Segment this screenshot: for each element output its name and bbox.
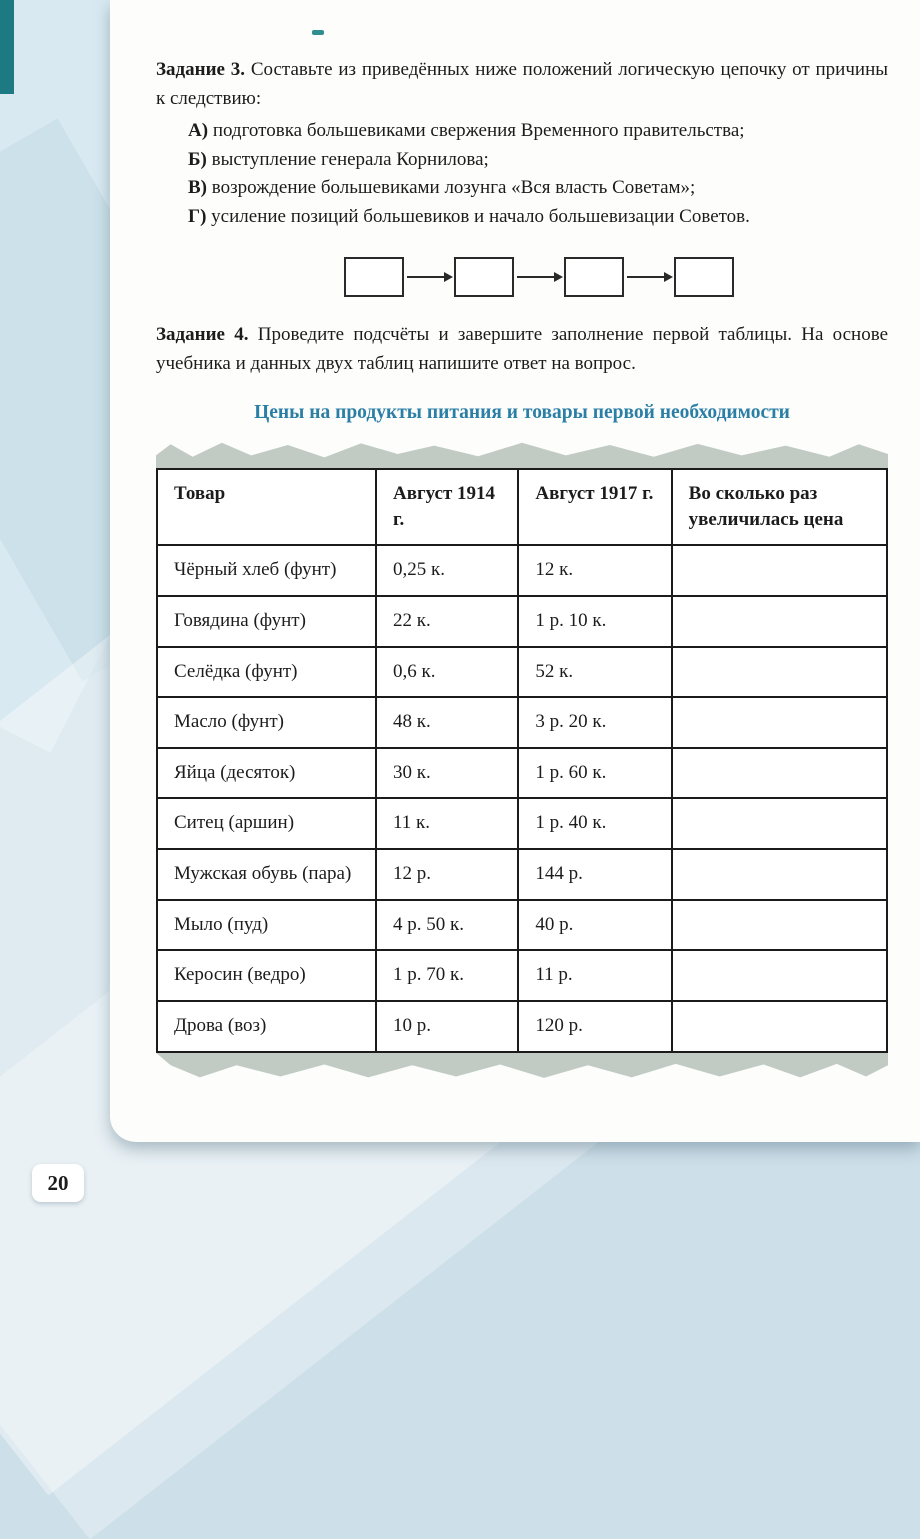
table-row xyxy=(157,798,887,849)
price-cell: 12 к. xyxy=(518,545,671,596)
task3-text: Составьте из приведённых ниже положений логическую цепочку от причины к следствию: xyxy=(156,59,889,109)
product-cell: Ситец (аршин) xyxy=(157,798,376,849)
item-letter: А) xyxy=(188,120,209,141)
product-cell: Чёрный хлеб (фунт) xyxy=(157,545,376,596)
table-header-row xyxy=(157,469,887,545)
torn-paper-edge xyxy=(156,1053,888,1081)
workbook-page xyxy=(110,0,920,1142)
list-item xyxy=(188,117,888,146)
item-letter: Б) xyxy=(188,148,207,170)
column-header-1914: Август 1914 г. xyxy=(376,469,518,545)
item-text: возрождение большевиками лозунга «Вся власть Советам»; xyxy=(211,177,696,198)
list-item xyxy=(188,146,888,175)
table-title: Цены на продукты питания и товары первой необходимости xyxy=(254,402,790,423)
page-number-badge: 20 xyxy=(32,1164,84,1202)
table-row xyxy=(157,647,887,698)
arrow-right-icon xyxy=(517,276,561,278)
table-row xyxy=(157,596,887,647)
item-letter: В) xyxy=(188,177,207,198)
price-cell: 0,6 к. xyxy=(376,647,518,698)
item-text: подготовка большевиками свержения Временного правительства; xyxy=(212,120,745,141)
chain-box-1 xyxy=(344,257,404,297)
product-cell: Дрова (воз) xyxy=(157,1001,376,1052)
task3-items xyxy=(188,117,888,231)
table-row xyxy=(157,697,887,748)
corner-accent xyxy=(0,0,14,94)
chain-box-4 xyxy=(674,257,734,297)
arrow-right-icon xyxy=(407,276,451,278)
torn-paper-edge xyxy=(156,440,888,468)
answer-cell xyxy=(672,748,887,799)
cause-effect-chain xyxy=(344,257,888,297)
price-cell: 4 р. 50 к. xyxy=(376,900,518,951)
price-cell: 0,25 к. xyxy=(376,545,518,596)
price-cell: 22 к. xyxy=(376,596,518,647)
price-cell: 1 р. 70 к. xyxy=(376,950,518,1001)
price-cell: 144 р. xyxy=(518,849,671,900)
price-cell: 48 к. xyxy=(376,697,518,748)
answer-cell xyxy=(672,798,887,849)
list-item xyxy=(188,174,888,203)
column-header-1917: Август 1917 г. xyxy=(518,469,671,545)
price-cell: 10 р. xyxy=(376,1001,518,1052)
item-text: усиление позиций большевиков и начало большевизации Советов. xyxy=(211,205,750,227)
chain-box-2 xyxy=(454,257,514,297)
arrow-right-icon xyxy=(627,276,671,278)
column-header-increase: Во сколько раз увеличилась цена xyxy=(672,469,887,545)
column-header-product: Товар xyxy=(157,469,376,545)
product-cell: Масло (фунт) xyxy=(157,697,376,748)
answer-cell xyxy=(672,596,887,647)
price-cell: 40 р. xyxy=(518,900,671,951)
answer-cell xyxy=(672,697,887,748)
task4-label: Задание 4. xyxy=(156,324,249,345)
product-cell: Мужская обувь (пара) xyxy=(157,849,376,900)
price-cell: 1 р. 40 к. xyxy=(518,798,671,849)
product-cell: Яйца (десяток) xyxy=(157,748,376,799)
price-cell: 52 к. xyxy=(518,647,671,698)
product-cell: Говядина (фунт) xyxy=(157,596,376,647)
product-cell: Селёдка (фунт) xyxy=(157,647,376,698)
product-cell: Керосин (ведро) xyxy=(157,950,376,1001)
table-row xyxy=(157,849,887,900)
page-mark xyxy=(312,30,324,35)
task3-paragraph xyxy=(156,56,888,113)
chain-box-3 xyxy=(564,257,624,297)
table-row xyxy=(157,748,887,799)
task4-paragraph xyxy=(156,321,888,378)
item-text: выступление генерала Корнилова; xyxy=(211,148,489,170)
table-row xyxy=(157,1001,887,1052)
answer-cell xyxy=(672,1001,887,1052)
answer-cell xyxy=(672,849,887,900)
price-cell: 11 к. xyxy=(376,798,518,849)
price-cell: 1 р. 60 к. xyxy=(518,748,671,799)
item-letter: Г) xyxy=(188,205,207,227)
answer-cell xyxy=(672,647,887,698)
price-cell: 30 к. xyxy=(376,748,518,799)
price-cell: 1 р. 10 к. xyxy=(518,596,671,647)
price-table xyxy=(156,468,888,1053)
table-row xyxy=(157,950,887,1001)
price-table-body xyxy=(157,545,887,1051)
answer-cell xyxy=(672,900,887,951)
price-cell: 11 р. xyxy=(518,950,671,1001)
price-cell: 3 р. 20 к. xyxy=(518,697,671,748)
answer-cell xyxy=(672,950,887,1001)
product-cell: Мыло (пуд) xyxy=(157,900,376,951)
table-row xyxy=(157,545,887,596)
task3-label: Задание 3. xyxy=(156,59,246,80)
price-cell: 12 р. xyxy=(376,849,518,900)
list-item xyxy=(188,203,888,232)
task4-text: Проведите подсчёты и завершите заполнение первой таблицы. На основе учебника и данных двух таблиц напишите ответ на вопрос. xyxy=(156,324,889,374)
table-row xyxy=(157,900,887,951)
price-cell: 120 р. xyxy=(518,1001,671,1052)
answer-cell xyxy=(672,545,887,596)
